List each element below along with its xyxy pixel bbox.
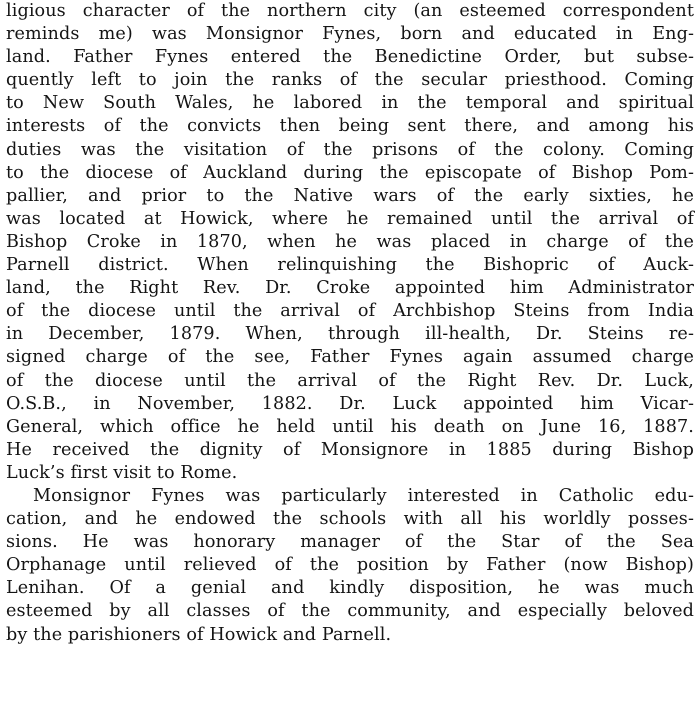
text-line: cation, and he endowed the schools with all his worldly posses- bbox=[6, 509, 694, 530]
document-page bbox=[6, 0, 694, 647]
text-line: sions. He was honorary manager of the Star of the Sea bbox=[6, 532, 694, 553]
text-line: of the diocese until the arrival of Archbishop Steins from India bbox=[6, 301, 694, 322]
text-line: land, the Right Rev. Dr. Croke appointed him Administrator bbox=[6, 278, 694, 299]
text-line: ligious character of the northern city (an esteemed correspondent bbox=[6, 1, 694, 21]
text-line: to the diocese of Auckland during the episcopate of Bishop Pom- bbox=[6, 162, 694, 183]
text-line: land. Father Fynes entered the Benedictine Order, but subse- bbox=[6, 47, 694, 68]
text-line: Orphanage until relieved of the position by Father (now Bishop) bbox=[6, 555, 694, 576]
text-line: Monsignor Fynes was particularly interested in Catholic edu- bbox=[33, 485, 694, 506]
text-line: of the diocese until the arrival of the Right Rev. Dr. Luck, bbox=[6, 370, 694, 391]
text-line: He received the dignity of Monsignore in 1885 during Bishop bbox=[6, 439, 694, 460]
text-line: pallier, and prior to the Native wars of the early sixties, he bbox=[6, 185, 694, 206]
paragraph-1 bbox=[6, 0, 694, 485]
text-line: duties was the visitation of the prisons of the colony. Coming bbox=[6, 139, 694, 160]
text-line: Luck’s first visit to Rome. bbox=[6, 462, 238, 483]
paragraph-2 bbox=[6, 485, 694, 647]
text-line: Bishop Croke in 1870, when he was placed in charge of the bbox=[6, 231, 694, 252]
text-line: quently left to join the ranks of the secular priesthood. Coming bbox=[6, 70, 694, 91]
text-line: Lenihan. Of a genial and kindly disposition, he was much bbox=[6, 578, 694, 599]
text-line: General, which office he held until his death on June 16, 1887. bbox=[6, 416, 694, 437]
text-line: O.S.B., in November, 1882. Dr. Luck appointed him Vicar- bbox=[6, 393, 694, 414]
text-line: by the parishioners of Howick and Parnell. bbox=[6, 624, 392, 645]
text-line: Parnell district. When relinquishing the Bishopric of Auck- bbox=[6, 255, 694, 276]
text-line: in December, 1879. When, through ill-health, Dr. Steins re- bbox=[6, 324, 694, 345]
text-line: reminds me) was Monsignor Fynes, born and educated in Eng- bbox=[6, 24, 694, 45]
text-line: interests of the convicts then being sent there, and among his bbox=[6, 116, 694, 137]
text-line: esteemed by all classes of the community, and especially beloved bbox=[6, 601, 694, 622]
text-line: signed charge of the see, Father Fynes again assumed charge bbox=[6, 347, 694, 368]
text-line: was located at Howick, where he remained until the arrival of bbox=[6, 208, 694, 229]
text-line: to New South Wales, he labored in the temporal and spiritual bbox=[6, 93, 694, 114]
